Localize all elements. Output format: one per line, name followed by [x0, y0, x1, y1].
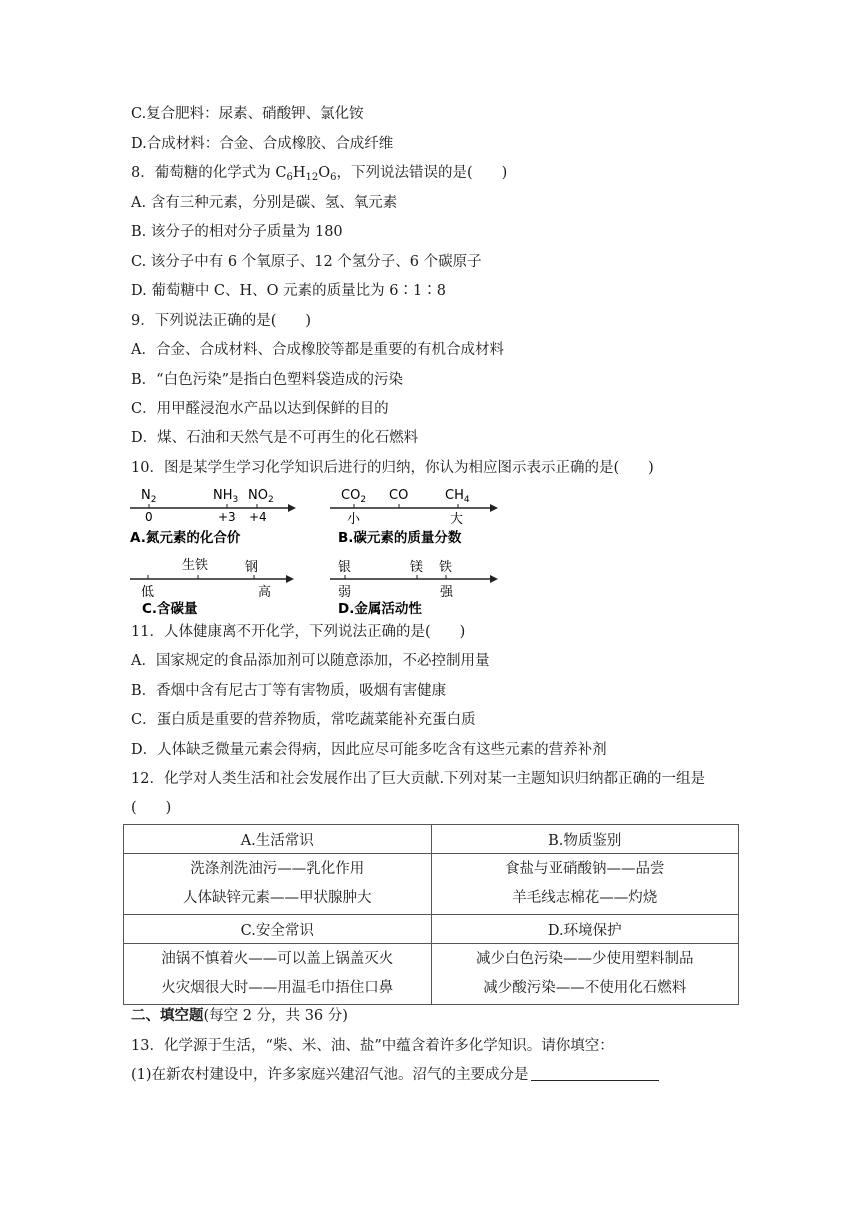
question-10: 10．图是某学生学习化学知识后进行的归纳，你认为相应图示表示正确的是( )	[131, 460, 654, 476]
value-0: 0	[145, 510, 153, 524]
table-header-a: A.生活常识	[124, 825, 432, 854]
diagram-c	[128, 552, 300, 618]
caption-c: C.含碳量	[142, 601, 198, 617]
table-cell-b: 食盐与亚硝酸钠——品尝 羊毛线志棉花——灼烧	[431, 854, 739, 915]
table-cell-a: 洗涤剂洗油污——乳化作用 人体缺锌元素——甲状腺肿大	[124, 854, 432, 915]
caption-b: B.碳元素的质量分数	[338, 530, 462, 546]
label-no2: $NO_2$	[248, 488, 274, 505]
diagram-b	[328, 482, 502, 548]
question-13-1: (1)在新农村建设中，许多家庭兴建沼气池。沼气的主要成分是	[131, 1065, 659, 1085]
option-9a: A．合金、合成材料、合成橡胶等都是重要的有机合成材料	[131, 342, 504, 358]
table-header-b: B.物质鉴别	[431, 825, 739, 854]
section-2-heading: 二、填空题(每空 2 分，共 36 分)	[131, 1007, 348, 1024]
label-iron: 铁	[439, 560, 453, 575]
table-cell-c: 油锅不慎着火——可以盖上锅盖灭火 火灾烟很大时——用温毛巾捂住口鼻	[124, 944, 432, 1005]
diagram-a	[128, 482, 300, 548]
option-8a: A. 含有三种元素，分别是碳、氢、氧元素	[131, 195, 398, 211]
option-9b: B．“白色污染”是指白色塑料袋造成的污染	[131, 372, 403, 388]
value-plus3: +3	[218, 510, 236, 524]
label-strong: 强	[440, 585, 454, 600]
option-11b: B．香烟中含有尼古丁等有害物质，吸烟有害健康	[131, 683, 447, 699]
question-9: 9．下列说法正确的是( )	[131, 313, 312, 329]
answer-blank[interactable]	[531, 1066, 659, 1081]
question-11: 11．人体健康离不开化学，下列说法正确的是( )	[131, 624, 466, 640]
question-8: 8．葡萄糖的化学式为 $C_6H_{12}O_6$，下列说法错误的是( )	[131, 165, 508, 183]
label-steel: 钢	[245, 560, 259, 575]
label-low: 低	[141, 585, 155, 600]
table-header-c: C.安全常识	[124, 915, 432, 944]
option-11c: C．蛋白质是重要的营养物质，常吃蔬菜能补充蛋白质	[131, 712, 476, 728]
option-8d: D. 葡萄糖中 C、H、O 元素的质量比为 6∶1∶8	[131, 283, 446, 299]
label-n2: $N_2$	[141, 488, 157, 505]
option-9d: D．煤、石油和天然气是不可再生的化石燃料	[131, 430, 419, 446]
option-9c: C．用甲醛浸泡水产品以达到保鲜的目的	[131, 401, 389, 417]
question-12-paren: ( )	[131, 800, 172, 816]
option-7d: D.合成材料：合金、合成橡胶、合成纤维	[131, 136, 394, 152]
option-11d: D．人体缺乏微量元素会得病，因此应尽可能多吃含有这些元素的营养补剂	[131, 742, 607, 758]
label-ch4: $CH_4$	[445, 488, 470, 505]
label-nh3: $NH_3$	[213, 488, 239, 505]
option-8b: B. 该分子的相对分子质量为 180	[131, 224, 343, 240]
label-silver: 银	[338, 560, 352, 575]
table-cell-d: 减少白色污染——少使用塑料制品 减少酸污染——不使用化石燃料	[431, 944, 739, 1005]
label-co: CO	[389, 488, 409, 503]
label-small: 小	[347, 512, 361, 527]
label-pig-iron: 生铁	[182, 558, 209, 573]
question-12: 12．化学对人类生活和社会发展作出了巨大贡献.下列对某一主题知识归纳都正确的一组是	[131, 771, 706, 787]
question-13: 13．化学源于生活，“柴、米、油、盐”中蕴含着许多化学知识。请你填空：	[131, 1038, 614, 1054]
label-large: 大	[450, 512, 464, 527]
option-11a: A．国家规定的食品添加剂可以随意添加，不必控制用量	[131, 653, 490, 669]
option-8c: C. 该分子中有 6 个氧原子、12 个氢分子、6 个碳原子	[131, 254, 482, 270]
label-magnesium: 镁	[410, 560, 424, 575]
value-plus4: +4	[249, 510, 267, 524]
table-header-d: D.环境保护	[431, 915, 739, 944]
diagram-d	[328, 552, 502, 618]
knowledge-table	[123, 824, 739, 1005]
caption-d: D.金属活动性	[338, 601, 422, 617]
caption-a: A.氮元素的化合价	[130, 530, 241, 546]
label-high: 高	[258, 585, 272, 600]
label-weak: 弱	[338, 585, 352, 600]
label-co2: $CO_2$	[341, 488, 367, 505]
option-7c: C.复合肥料：尿素、硝酸钾、氯化铵	[131, 106, 364, 122]
